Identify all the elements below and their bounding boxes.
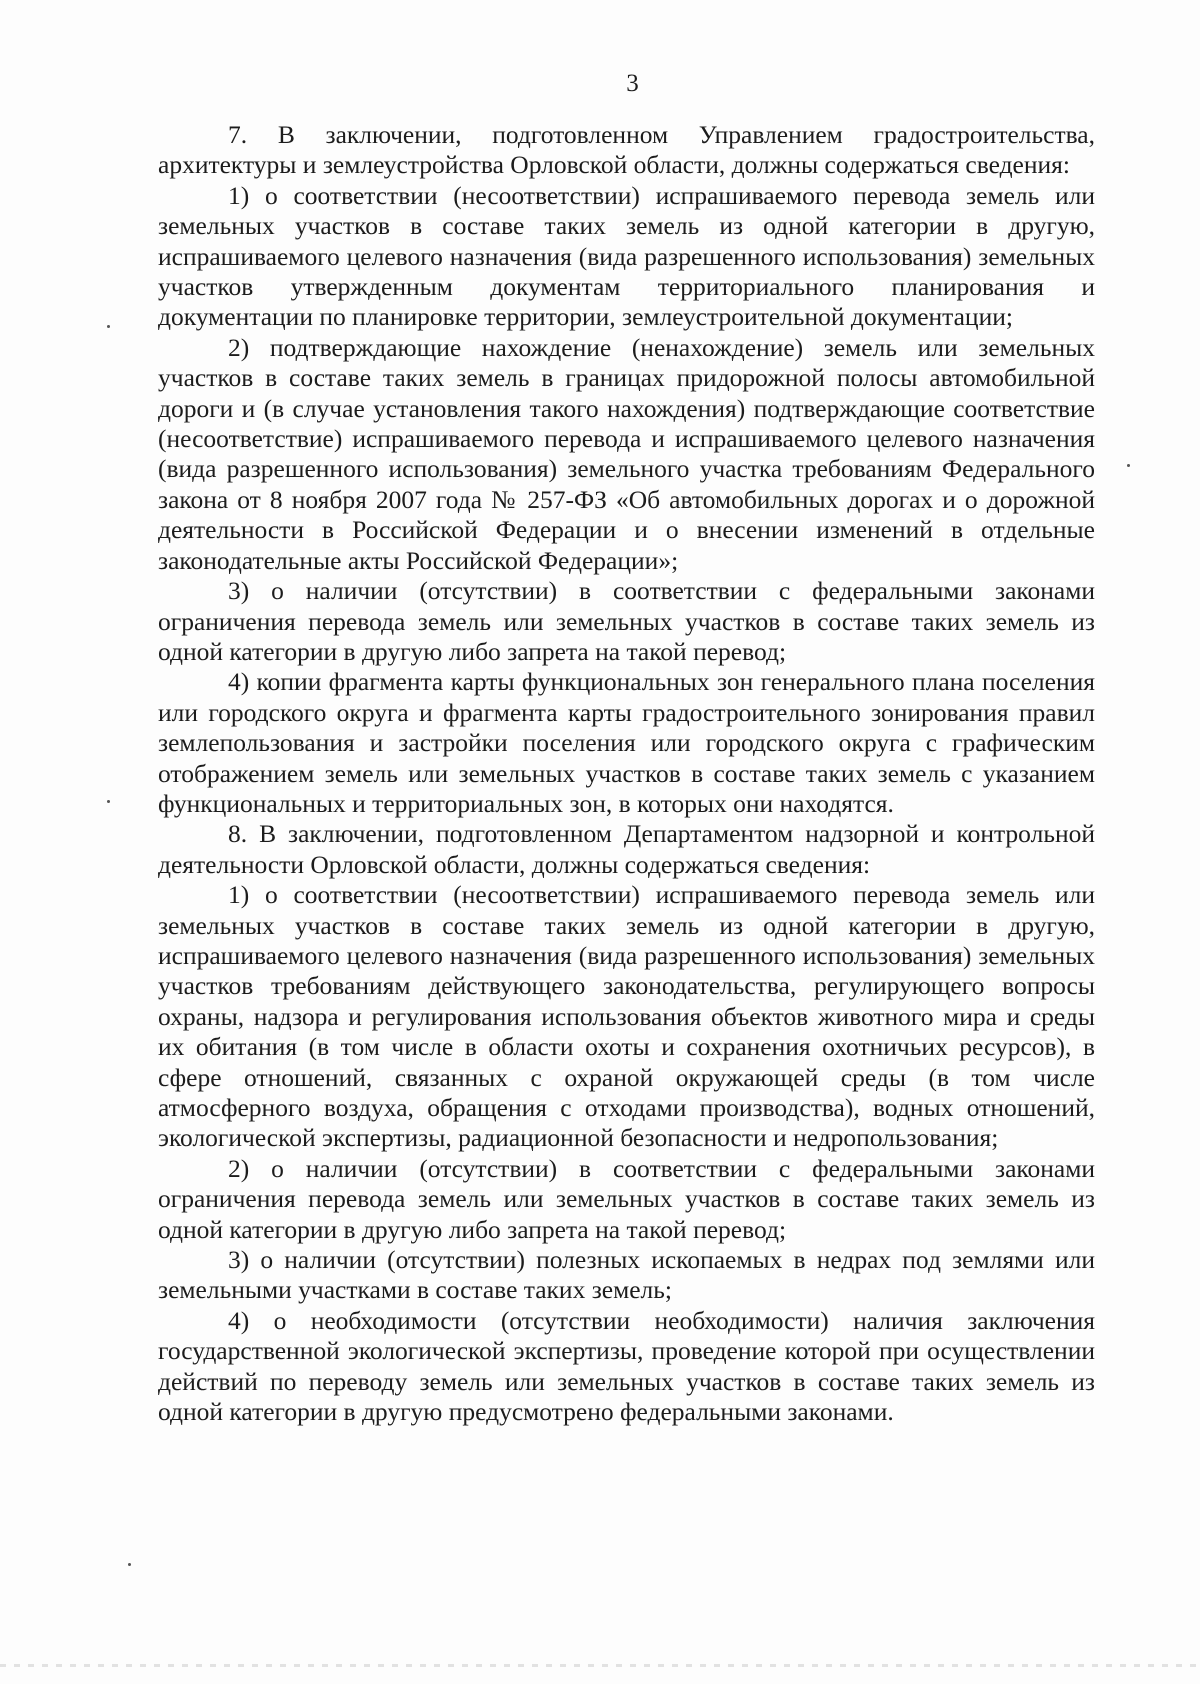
paragraph-7-item-2: 2) подтверждающие нахождение (ненахождение) земель или земельных участков в составе таких земель в границах придорожной полосы автомобильной дороги и (в случае установления такого нахождения) подтверждающие соответствие (несоответствие) испрашиваемого перевода и испрашиваемого целевого назначения (вида разрешенного использования) земельного участка требованиям Федерального закона от 8 ноября 2007 года № 257-ФЗ «Об автомобильных дорогах и о дорожной деятельности в Российской Федерации и о внесении изменений в отдельные законодательные акты Российской Федерации»; bbox=[158, 332, 1095, 575]
paragraph-7: 7. В заключении, подготовленном Управлением градостроительства, архитектуры и землеустройства Орловской области, должны содержаться сведения: bbox=[158, 120, 1095, 180]
scan-speck bbox=[107, 325, 110, 328]
paragraph-7-item-4: 4) копии фрагмента карты функциональных зон генерального плана поселения или городского округа и фрагмента карты градостроительного зонирования правил землепользования и застройки поселения или городского округа с графическим отображением земель или земельных участков в составе таких земель с указанием функциональных и территориальных зон, в которых они находятся. bbox=[158, 667, 1095, 818]
paragraph-8-item-2: 2) о наличии (отсутствии) в соответствии с федеральными законами ограничения перевода земель или земельных участков в составе таких земель из одной категории в другую либо запрета на такой перевод; bbox=[158, 1153, 1095, 1244]
document-body bbox=[158, 120, 1095, 1427]
paragraph-8-item-3: 3) о наличии (отсутствии) полезных ископаемых в недрах под землями или земельными участками в составе таких земель; bbox=[158, 1245, 1095, 1305]
paragraph-7-item-1: 1) о соответствии (несоответствии) испрашиваемого перевода земель или земельных участков в составе таких земель из одной категории в другую, испрашиваемого целевого назначения (вида разрешенного использования) земельных участков утвержденным документам территориального планирования и документации по планировке территории, землеустроительной документации; bbox=[158, 180, 1095, 332]
scan-speck bbox=[128, 1563, 131, 1566]
scan-speck bbox=[107, 800, 110, 803]
scan-edge-artifact bbox=[0, 1664, 1200, 1667]
page-number: 3 bbox=[626, 70, 639, 97]
paragraph-7-item-3: 3) о наличии (отсутствии) в соответствии с федеральными законами ограничения перевода земель или земельных участков в составе таких земель из одной категории в другую либо запрета на такой перевод; bbox=[158, 576, 1095, 666]
paragraph-8-item-4: 4) о необходимости (отсутствии необходимости) наличия заключения государственной экологической экспертизы, проведение которой при осуществлении действий по переводу земель или земельных участков в составе таких земель из одной категории в другую предусмотрено федеральными законами. bbox=[158, 1305, 1095, 1427]
scan-speck bbox=[1127, 464, 1130, 467]
paragraph-8-item-1: 1) о соответствии (несоответствии) испрашиваемого перевода земель или земельных участков в составе таких земель из одной категории в другую, испрашиваемого целевого назначения (вида разрешенного использования) земельных участков требованиям действующего законодательства, регулирующего вопросы охраны, надзора и регулирования использования объектов животного мира и среды их обитания (в том числе в области охоты и сохранения охотничьих ресурсов), в сфере отношений, связанных с охраной окружающей среды (в том числе атмосферного воздуха, обращения с отходами производства), водных отношений, экологической экспертизы, радиационной безопасности и недропользования; bbox=[158, 880, 1095, 1153]
paragraph-8: 8. В заключении, подготовленном Департаментом надзорной и контрольной деятельности Орловской области, должны содержаться сведения: bbox=[158, 819, 1095, 879]
